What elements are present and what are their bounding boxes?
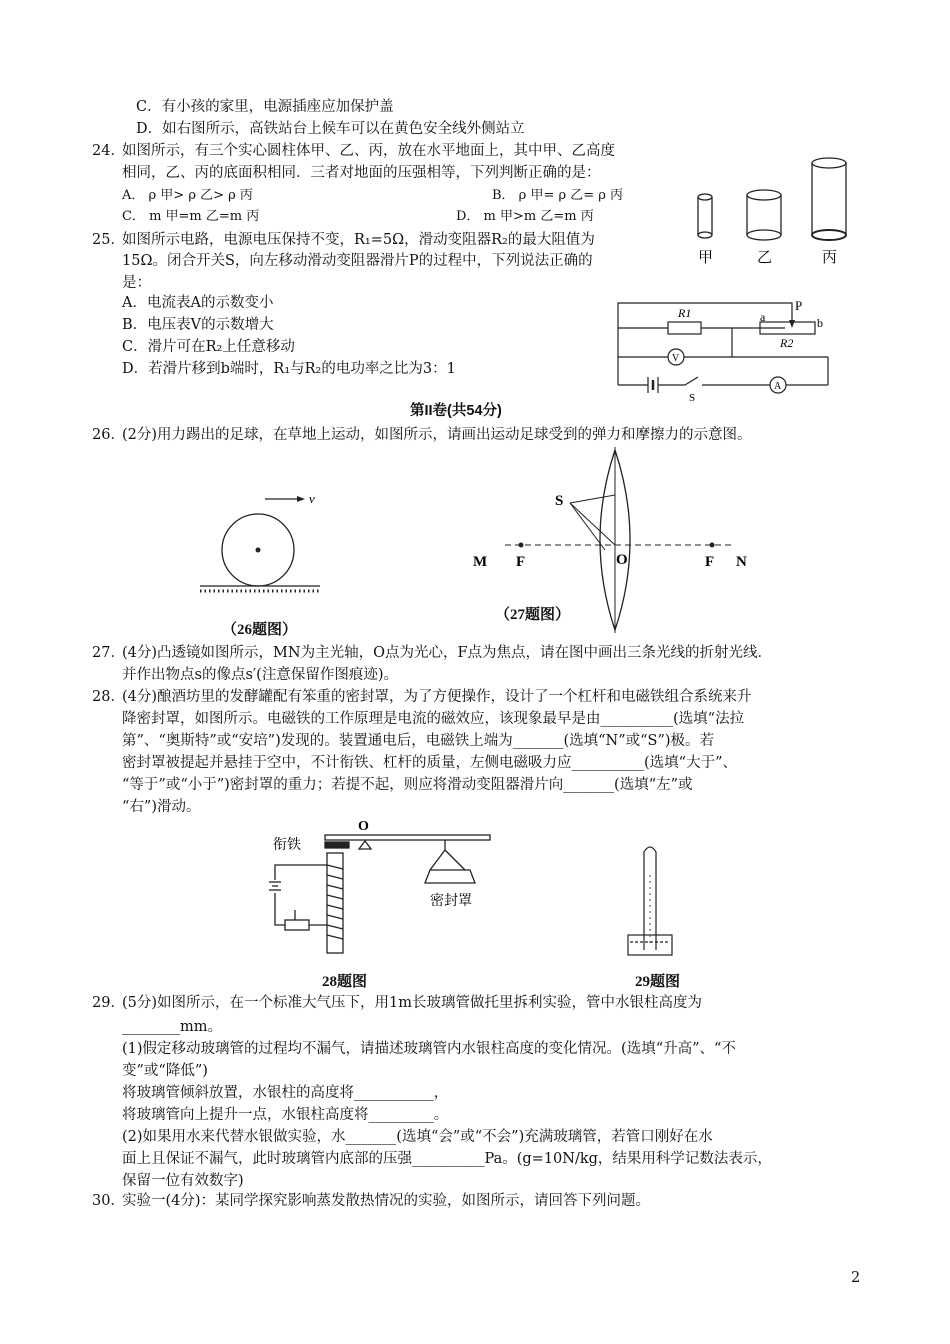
slider-p-label: P xyxy=(795,298,803,313)
section-2-heading: 第II卷(共54分) xyxy=(410,403,502,419)
q29-text-7: (2)如果用水来代替水银做实验，水_______(选填“会”或“不会”)充满玻璃管，若管口刚好在水 xyxy=(122,1129,713,1145)
q25-circuit-figure xyxy=(610,295,840,405)
q24-option-c: C． m 甲=m 乙=m 丙 xyxy=(122,209,260,224)
q29-number: 29． xyxy=(92,995,125,1011)
q24-text-1: 如图所示，有三个实心圆柱体甲、乙、丙，放在水平地面上，其中甲、乙高度 xyxy=(122,143,615,159)
q25-number: 25． xyxy=(92,232,125,248)
terminal-b-label: b xyxy=(817,316,823,330)
q26-number: 26． xyxy=(92,427,125,443)
axis-label-m: M xyxy=(473,554,488,570)
q29-text-4: 变”或“降低”) xyxy=(122,1063,208,1079)
cylinder-label-jia: 甲 xyxy=(698,250,714,266)
optical-center-label: O xyxy=(616,552,628,568)
q28-text-6: “右”)滑动。 xyxy=(122,799,201,815)
q25-option-a: A．电流表A的示数变小 xyxy=(122,295,274,311)
q27-caption: （27题图） xyxy=(495,607,571,623)
q25-option-c: C．滑片可在R₂上任意移动 xyxy=(122,339,295,355)
armature-label: 衔铁 xyxy=(273,838,301,853)
q25-text-3: 是： xyxy=(122,275,151,291)
q26-football-figure xyxy=(195,485,345,595)
q24-cylinders-figure xyxy=(680,150,860,270)
r2-label: R2 xyxy=(780,336,794,350)
axis-label-n: N xyxy=(736,554,747,570)
q29-text-9: 保留一位有效数字) xyxy=(122,1173,244,1189)
q30-number: 30． xyxy=(92,1193,125,1209)
q26-caption: （26题图） xyxy=(222,622,298,638)
q28-caption: 28题图 xyxy=(322,974,368,990)
q25-text-2: 15Ω。闭合开关S，向左移动滑动变阻器滑片P的过程中，下列说法正确的 xyxy=(122,253,593,269)
q23-option-d: D．如右图所示，高铁站台上候车可以在黄色安全线外侧站立 xyxy=(136,121,525,137)
q28-text-4: 密封罩被提起并悬挂于空中，不计衔铁、杠杆的质量，左侧电磁吸力应__________(选填“大于”、 xyxy=(122,755,737,771)
q29-text-6: 将玻璃管向上提升一点，水银柱高度将_________。 xyxy=(122,1107,449,1123)
q29-text-8: 面上且保证不漏气，此时玻璃管内底部的压强__________Pa。(g=10N/kg，结果用科学记数法表示， xyxy=(122,1151,772,1167)
voltmeter-label: V xyxy=(672,353,680,364)
q23-option-c: C．有小孩的家里，电源插座应加保护盖 xyxy=(136,99,394,115)
q26-text: (2分)用力踢出的足球，在草地上运动，如图所示，请画出运动足球受到的弹力和摩擦力的示意图。 xyxy=(122,427,752,443)
q29-caption: 29题图 xyxy=(635,974,681,990)
q27-text-1: (4分)凸透镜如图所示，MN为主光轴，O点为光心，F点为焦点，请在图中画出三条光线的折射光线． xyxy=(122,645,773,661)
q27-text-2: 并作出物点s的像点s′(注意保留作图痕迹)。 xyxy=(122,667,398,683)
q27-number: 27． xyxy=(92,645,125,661)
q28-text-5: “等于”或“小于”)密封罩的重力；若提不起，则应将滑动变阻器滑片向_______(选填“左”或 xyxy=(122,777,693,793)
q24-option-a: A． ρ 甲> ρ 乙> ρ 丙 xyxy=(122,188,253,203)
q29-text-3: (1)假定移动玻璃管的过程均不漏气，请描述玻璃管内水银柱高度的变化情况。(选填“升高”、“不 xyxy=(122,1041,736,1057)
q29-text-5: 将玻璃管倾斜放置，水银柱的高度将___________， xyxy=(122,1085,449,1101)
q30-text: 实验一(4分)：某同学探究影响蒸发散热情况的实验，如图所示，请回答下列问题。 xyxy=(122,1193,651,1209)
focus-left-label: F xyxy=(516,554,526,570)
q24-text-2: 相同，乙、丙的底面积相同．三者对地面的压强相等，下列判断正确的是： xyxy=(122,165,601,181)
switch-label: S xyxy=(689,392,696,404)
page-number: 2 xyxy=(851,1270,861,1286)
velocity-label: v xyxy=(309,491,315,506)
q24-option-d: D． m 甲>m 乙=m 丙 xyxy=(456,209,594,224)
q25-option-d: D．若滑片移到b端时，R₁与R₂的电功率之比为3：1 xyxy=(122,361,456,377)
q28-text-2: 降密封罩，如图所示。电磁铁的工作原理是电流的磁效应，该现象最早是由__________(选填“法拉 xyxy=(122,711,745,727)
q24-number: 24． xyxy=(92,143,125,159)
cover-label: 密封罩 xyxy=(430,894,472,909)
q24-option-b: B． ρ 甲= ρ 乙= ρ 丙 xyxy=(492,188,624,203)
object-point-s: S xyxy=(555,493,564,509)
q29-text-1: (5分)如图所示，在一个标准大气压下，用1m长玻璃管做托里拆利实验，管中水银柱高度为 xyxy=(122,995,703,1011)
terminal-a-label: a xyxy=(760,310,766,324)
pivot-o-label: O xyxy=(358,819,369,834)
q28-electromagnet-figure xyxy=(265,815,495,960)
q25-text-1: 如图所示电路，电源电压保持不变，R₁=5Ω，滑动变阻器R₂的最大阻值为 xyxy=(122,232,595,248)
q25-option-b: B．电压表V的示数增大 xyxy=(122,317,274,333)
q28-number: 28． xyxy=(92,689,125,705)
focus-right-label: F xyxy=(705,554,715,570)
r1-label: R1 xyxy=(678,306,692,320)
cylinder-label-yi: 乙 xyxy=(757,250,773,266)
q28-text-3: 第”、“奥斯特”或“安培”)发现的。装置通电后，电磁铁上端为_______(选填“N”或“S”)极。若 xyxy=(122,733,715,749)
ammeter-label: A xyxy=(774,381,782,392)
q29-torricelli-figure xyxy=(620,840,700,960)
q28-text-1: (4分)酿酒坊里的发酵罐配有笨重的密封罩，为了方便操作，设计了一个杠杆和电磁铁组合系统来升 xyxy=(122,689,752,705)
cylinder-label-bing: 丙 xyxy=(822,250,838,266)
q29-text-2: ________mm。 xyxy=(122,1019,222,1035)
